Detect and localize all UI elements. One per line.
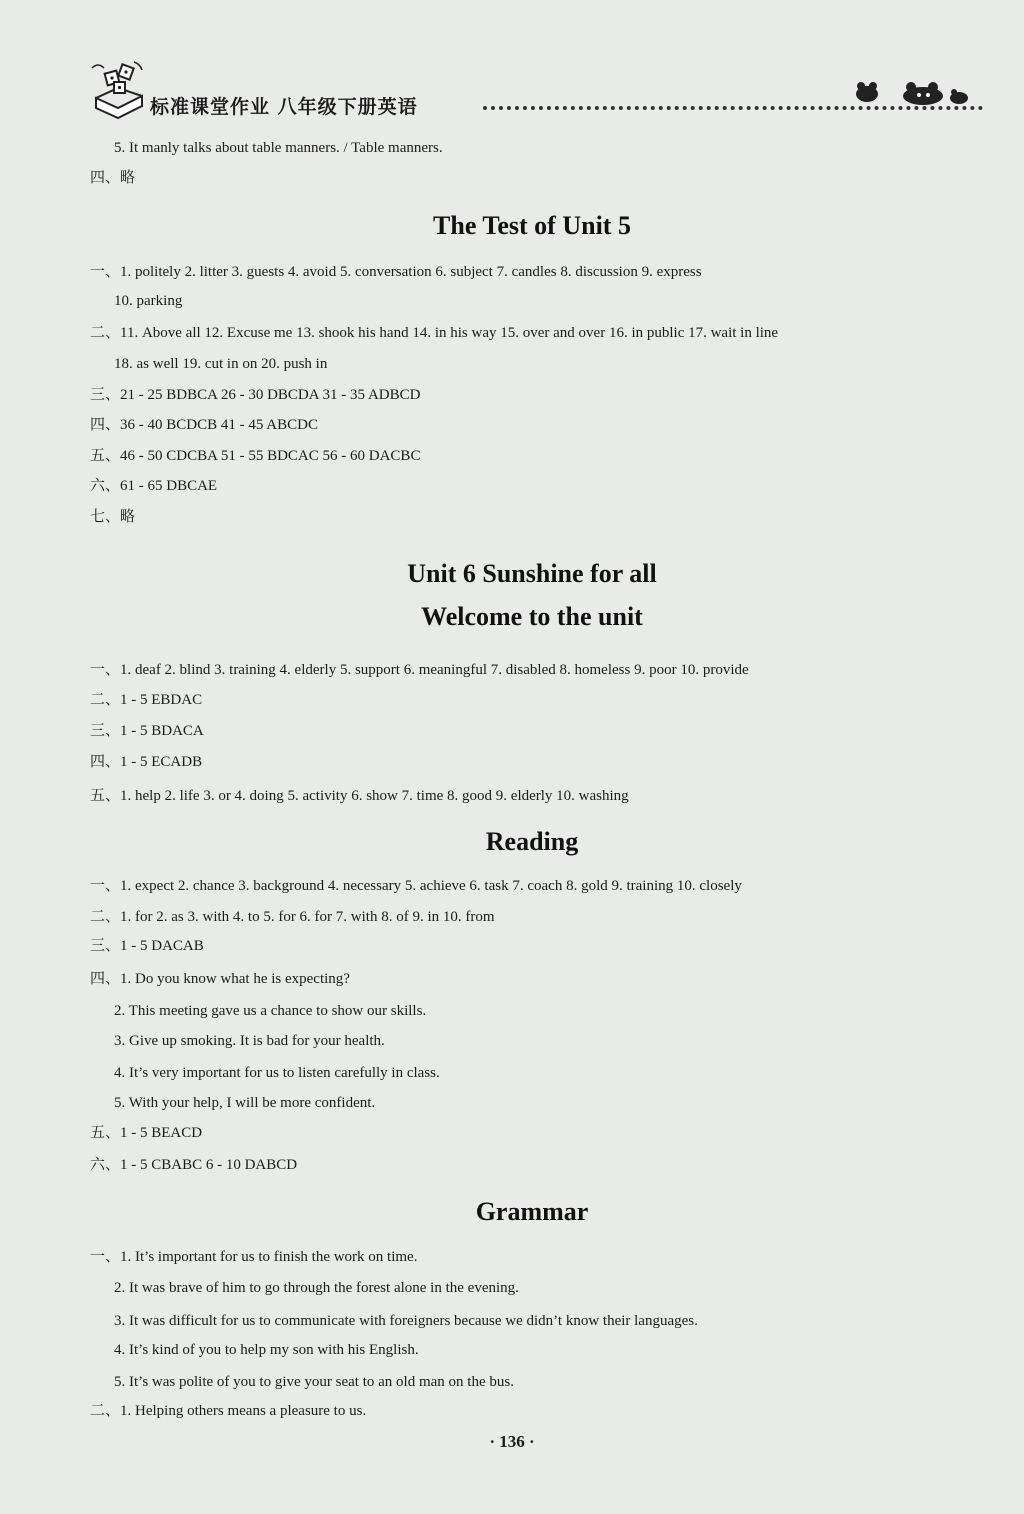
answer-line: 三、21 - 25 BDBCA 26 - 30 DBCDA 31 - 35 ADBCD xyxy=(90,387,421,403)
answer-line: 5. It manly talks about table manners. / Table manners. xyxy=(114,140,443,156)
answer-line: 五、1 - 5 BEACD xyxy=(90,1125,203,1141)
answer-line: 四、略 xyxy=(90,170,136,186)
answer-line: 2. This meeting gave us a chance to show our skills. xyxy=(114,1003,427,1019)
answer-line: 三、1 - 5 BDACA xyxy=(90,723,204,739)
answer-line: 三、1 - 5 DACAB xyxy=(90,938,204,954)
answer-line: 二、1 - 5 EBDAC xyxy=(90,692,203,708)
answer-line: 18. as well 19. cut in on 20. push in xyxy=(114,356,328,372)
answer-line: 二、1. for 2. as 3. with 4. to 5. for 6. for 7. with 8. of 9. in 10. from xyxy=(90,909,495,925)
answer-line: 二、1. Helping others means a pleasure to us. xyxy=(90,1403,367,1419)
answer-line: 4. It’s kind of you to help my son with his English. xyxy=(114,1342,419,1358)
answer-line: 10. parking xyxy=(114,293,183,309)
answer-line: 3. Give up smoking. It is bad for your health. xyxy=(114,1033,385,1049)
answer-line: 六、61 - 65 DBCAE xyxy=(90,478,218,494)
answer-line: 5. It’s was polite of you to give your seat to an old man on the bus. xyxy=(114,1374,514,1390)
book-with-dice-icon xyxy=(88,58,150,120)
section-heading: Reading xyxy=(485,827,579,856)
answer-line: 四、36 - 40 BCDCB 41 - 45 ABCDC xyxy=(90,417,318,433)
answer-line: 5. With your help, I will be more confident. xyxy=(114,1095,376,1111)
page-number: · 136 · xyxy=(489,1432,535,1451)
answer-line: 六、1 - 5 CBABC 6 - 10 DABCD xyxy=(90,1157,298,1173)
page-header xyxy=(88,58,988,128)
section-heading: Grammar xyxy=(475,1197,589,1226)
mouse-doodle-icon xyxy=(853,80,973,110)
answer-line: 3. It was difficult for us to communicate with foreigners because we didn’t know their languages. xyxy=(114,1313,698,1329)
answer-line: 二、11. Above all 12. Excuse me 13. shook his hand 14. in his way 15. over and over 16. in public 17. wait in line xyxy=(90,325,779,341)
answer-line: 七、略 xyxy=(90,509,136,525)
answer-line: 一、1. It’s important for us to finish the work on time. xyxy=(90,1249,418,1265)
section-heading: The Test of Unit 5 xyxy=(433,211,631,240)
answer-line: 一、1. politely 2. litter 3. guests 4. avoid 5. conversation 6. subject 7. candles 8. discussion 9. express xyxy=(90,264,702,280)
answer-line: 一、1. expect 2. chance 3. background 4. necessary 5. achieve 6. task 7. coach 8. gold 9. training 10. closely xyxy=(90,878,742,894)
answer-line: 一、1. deaf 2. blind 3. training 4. elderly 5. support 6. meaningful 7. disabled 8. homeless 9. poor 10. provide xyxy=(90,662,749,678)
answer-line: 五、1. help 2. life 3. or 4. doing 5. activity 6. show 7. time 8. good 9. elderly 10. washing xyxy=(90,788,629,804)
answer-line: 四、1 - 5 ECADB xyxy=(90,754,203,770)
answer-line: 2. It was brave of him to go through the forest alone in the evening. xyxy=(114,1280,519,1296)
section-heading: Unit 6 Sunshine for all xyxy=(407,559,657,588)
answer-line: 五、46 - 50 CDCBA 51 - 55 BDCAC 56 - 60 DACBC xyxy=(90,448,421,464)
answer-line: 4. It’s very important for us to listen carefully in class. xyxy=(114,1065,440,1081)
header-title: 标准课堂作业 八年级下册英语 xyxy=(150,96,418,118)
section-heading: Welcome to the unit xyxy=(421,602,643,631)
answer-line: 四、1. Do you know what he is expecting? xyxy=(90,971,350,987)
